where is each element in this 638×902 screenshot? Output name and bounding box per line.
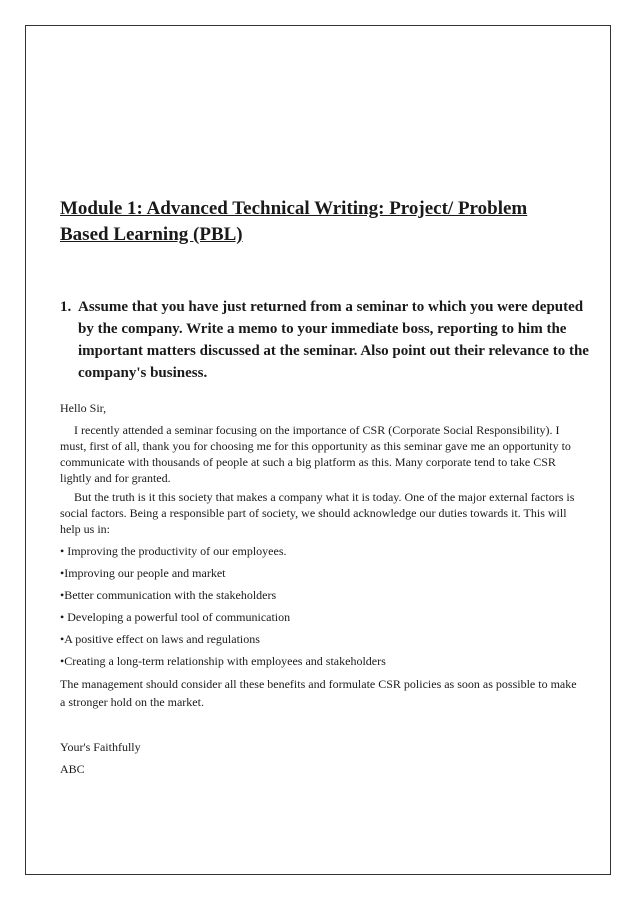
bullet-item: •A positive effect on laws and regulations <box>60 632 260 646</box>
bullet-item: •Better communication with the stakeholders <box>60 588 277 602</box>
question-number: 1. <box>60 299 72 315</box>
question <box>60 296 590 384</box>
bullet-item: • Developing a powerful tool of communication <box>60 610 291 624</box>
salutation: Hello Sir, <box>60 401 107 415</box>
paragraph-1: I recently attended a seminar focusing on the importance of CSR (Corporate Social Responsibility). I must, first of all, thank you for choosing me for this opportunity as this seminar gave me an opportunity to communicate with thousands of people at such a big platform as this. Many corporate tend to take CSR lightly and for granted. <box>60 423 571 485</box>
letter-body <box>60 400 580 777</box>
signoff: Your's Faithfully <box>60 740 141 754</box>
bullet-item: •Improving our people and market <box>60 566 226 580</box>
signature: ABC <box>60 762 85 776</box>
paragraph-2: But the truth is it this society that makes a company what it is today. One of the major external factors is social factors. Being a responsible part of society, we should acknowledge our duties towards it. This will help us in: <box>60 490 575 536</box>
bullet-item: • Improving the productivity of our employees. <box>60 544 287 558</box>
heading-line-1: Module 1: Advanced Technical Writing: Project/ Problem <box>60 198 528 219</box>
closing-paragraph: The management should consider all these benefits and formulate CSR policies as soon as possible to make a stronger hold on the market. <box>60 677 577 709</box>
bullet-item: •Creating a long-term relationship with employees and stakeholders <box>60 654 386 668</box>
module-heading <box>60 196 580 248</box>
heading-line-2: Based Learning (PBL) <box>60 224 243 245</box>
question-text: Assume that you have just returned from a seminar to which you were deputed by the company. Write a memo to your immediate boss, reporting to him the important matters discussed at the seminar. Also point out their relevance to the company's business. <box>78 299 589 381</box>
